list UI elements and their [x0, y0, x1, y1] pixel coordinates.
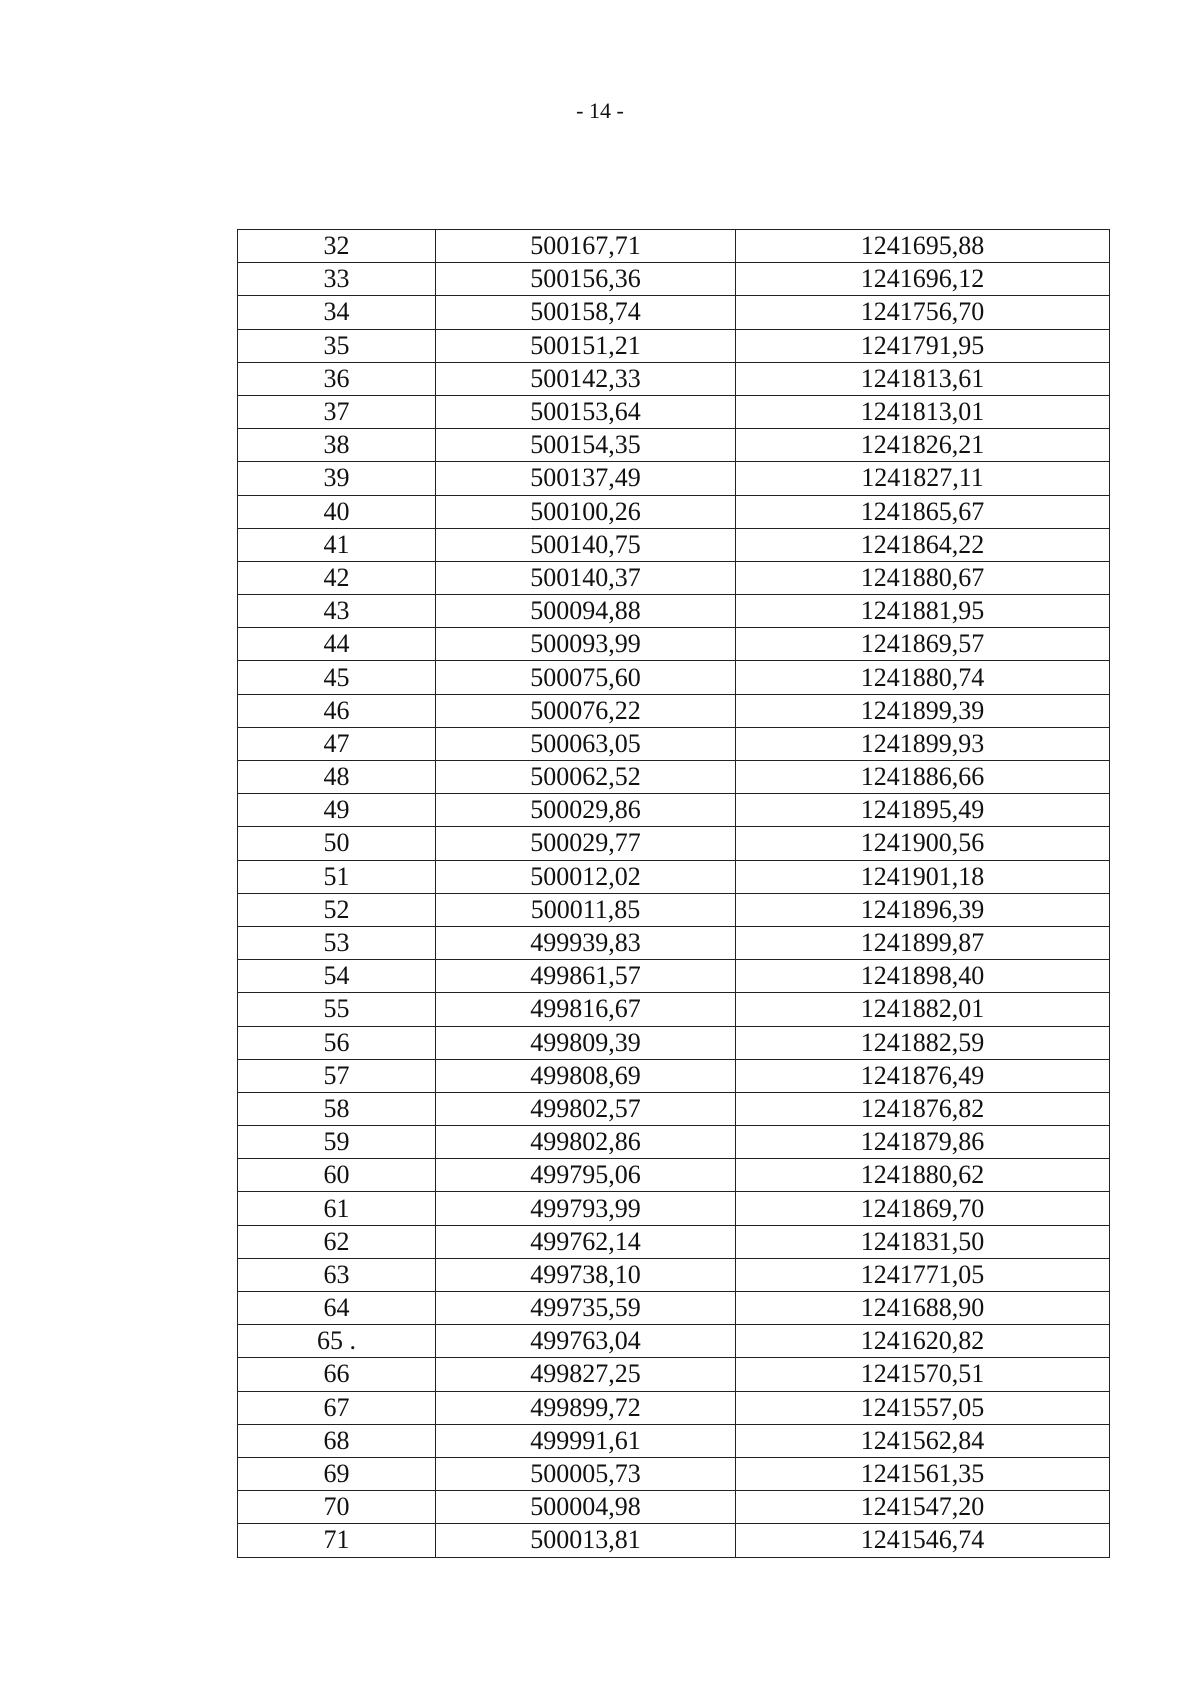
y-coordinate-cell: 1241869,70 [736, 1192, 1110, 1225]
point-number-cell: 58 [238, 1092, 436, 1125]
table-row [238, 628, 1110, 661]
x-coordinate-cell: 500076,22 [436, 694, 736, 727]
y-coordinate-cell: 1241546,74 [736, 1524, 1110, 1557]
y-coordinate-cell: 1241879,86 [736, 1126, 1110, 1159]
table-row [238, 263, 1110, 296]
point-number-cell: 42 [238, 561, 436, 594]
table-row [238, 561, 1110, 594]
y-coordinate-cell: 1241880,74 [736, 661, 1110, 694]
y-coordinate-cell: 1241547,20 [736, 1491, 1110, 1524]
x-coordinate-cell: 500013,81 [436, 1524, 736, 1557]
y-coordinate-cell: 1241562,84 [736, 1424, 1110, 1457]
x-coordinate-cell: 499735,59 [436, 1292, 736, 1325]
point-number-cell: 44 [238, 628, 436, 661]
x-coordinate-cell: 500153,64 [436, 395, 736, 428]
x-coordinate-cell: 500029,86 [436, 794, 736, 827]
point-number-cell: 45 [238, 661, 436, 694]
x-coordinate-cell: 499802,86 [436, 1126, 736, 1159]
x-coordinate-cell: 499738,10 [436, 1258, 736, 1291]
x-coordinate-cell: 499809,39 [436, 1026, 736, 1059]
table-row [238, 362, 1110, 395]
y-coordinate-cell: 1241864,22 [736, 528, 1110, 561]
table-row [238, 1292, 1110, 1325]
table-row [238, 1126, 1110, 1159]
point-number-cell: 52 [238, 893, 436, 926]
y-coordinate-cell: 1241827,11 [736, 462, 1110, 495]
point-number-cell: 49 [238, 794, 436, 827]
table-row [238, 993, 1110, 1026]
x-coordinate-cell: 500156,36 [436, 263, 736, 296]
x-coordinate-cell: 500158,74 [436, 296, 736, 329]
y-coordinate-cell: 1241756,70 [736, 296, 1110, 329]
y-coordinate-cell: 1241876,49 [736, 1059, 1110, 1092]
table-row [238, 1391, 1110, 1424]
x-coordinate-cell: 500142,33 [436, 362, 736, 395]
y-coordinate-cell: 1241865,67 [736, 495, 1110, 528]
x-coordinate-cell: 499861,57 [436, 960, 736, 993]
y-coordinate-cell: 1241771,05 [736, 1258, 1110, 1291]
point-number-cell: 59 [238, 1126, 436, 1159]
coordinates-table-body [238, 230, 1110, 1558]
table-row [238, 860, 1110, 893]
x-coordinate-cell: 499793,99 [436, 1192, 736, 1225]
table-row [238, 661, 1110, 694]
table-row [238, 827, 1110, 860]
table-row [238, 926, 1110, 959]
y-coordinate-cell: 1241900,56 [736, 827, 1110, 860]
point-number-cell: 40 [238, 495, 436, 528]
table-row [238, 1491, 1110, 1524]
y-coordinate-cell: 1241570,51 [736, 1358, 1110, 1391]
y-coordinate-cell: 1241813,01 [736, 395, 1110, 428]
point-number-cell: 67 [238, 1391, 436, 1424]
x-coordinate-cell: 500137,49 [436, 462, 736, 495]
table-row [238, 462, 1110, 495]
y-coordinate-cell: 1241899,39 [736, 694, 1110, 727]
x-coordinate-cell: 499795,06 [436, 1159, 736, 1192]
x-coordinate-cell: 500154,35 [436, 429, 736, 462]
x-coordinate-cell: 500011,85 [436, 893, 736, 926]
point-number-cell: 55 [238, 993, 436, 1026]
y-coordinate-cell: 1241557,05 [736, 1391, 1110, 1424]
table-row [238, 893, 1110, 926]
y-coordinate-cell: 1241620,82 [736, 1325, 1110, 1358]
y-coordinate-cell: 1241826,21 [736, 429, 1110, 462]
table-row [238, 329, 1110, 362]
point-number-cell: 51 [238, 860, 436, 893]
x-coordinate-cell: 500012,02 [436, 860, 736, 893]
table-row [238, 1457, 1110, 1490]
y-coordinate-cell: 1241869,57 [736, 628, 1110, 661]
y-coordinate-cell: 1241882,59 [736, 1026, 1110, 1059]
page-number: - 14 - [576, 98, 624, 123]
y-coordinate-cell: 1241880,67 [736, 561, 1110, 594]
table-row [238, 1026, 1110, 1059]
y-coordinate-cell: 1241895,49 [736, 794, 1110, 827]
point-number-cell: 33 [238, 263, 436, 296]
x-coordinate-cell: 500075,60 [436, 661, 736, 694]
x-coordinate-cell: 499991,61 [436, 1424, 736, 1457]
point-number-cell: 46 [238, 694, 436, 727]
y-coordinate-cell: 1241695,88 [736, 230, 1110, 263]
x-coordinate-cell: 500094,88 [436, 595, 736, 628]
x-coordinate-cell: 500100,26 [436, 495, 736, 528]
point-number-cell: 32 [238, 230, 436, 263]
point-number-cell: 61 [238, 1192, 436, 1225]
x-coordinate-cell: 500029,77 [436, 827, 736, 860]
table-row [238, 1524, 1110, 1557]
y-coordinate-cell: 1241881,95 [736, 595, 1110, 628]
x-coordinate-cell: 499802,57 [436, 1092, 736, 1125]
table-row [238, 395, 1110, 428]
point-number-cell: 50 [238, 827, 436, 860]
x-coordinate-cell: 500167,71 [436, 230, 736, 263]
point-number-cell: 36 [238, 362, 436, 395]
point-number-cell: 41 [238, 528, 436, 561]
x-coordinate-cell: 500062,52 [436, 761, 736, 794]
x-coordinate-cell: 500063,05 [436, 727, 736, 760]
y-coordinate-cell: 1241886,66 [736, 761, 1110, 794]
table-row [238, 528, 1110, 561]
x-coordinate-cell: 500151,21 [436, 329, 736, 362]
table-row [238, 296, 1110, 329]
x-coordinate-cell: 500004,98 [436, 1491, 736, 1524]
table-row [238, 1258, 1110, 1291]
point-number-cell: 64 [238, 1292, 436, 1325]
point-number-cell: 43 [238, 595, 436, 628]
point-number-cell: 70 [238, 1491, 436, 1524]
table-row [238, 960, 1110, 993]
point-number-cell: 63 [238, 1258, 436, 1291]
y-coordinate-cell: 1241791,95 [736, 329, 1110, 362]
point-number-cell: 65 . [238, 1325, 436, 1358]
table-row [238, 761, 1110, 794]
y-coordinate-cell: 1241896,39 [736, 893, 1110, 926]
table-row [238, 1358, 1110, 1391]
x-coordinate-cell: 500140,37 [436, 561, 736, 594]
y-coordinate-cell: 1241901,18 [736, 860, 1110, 893]
table-row [238, 1059, 1110, 1092]
x-coordinate-cell: 500093,99 [436, 628, 736, 661]
y-coordinate-cell: 1241813,61 [736, 362, 1110, 395]
y-coordinate-cell: 1241899,87 [736, 926, 1110, 959]
table-row [238, 230, 1110, 263]
point-number-cell: 35 [238, 329, 436, 362]
table-row [238, 1424, 1110, 1457]
point-number-cell: 37 [238, 395, 436, 428]
x-coordinate-cell: 499899,72 [436, 1391, 736, 1424]
point-number-cell: 54 [238, 960, 436, 993]
x-coordinate-cell: 499816,67 [436, 993, 736, 1026]
point-number-cell: 57 [238, 1059, 436, 1092]
table-row [238, 1092, 1110, 1125]
x-coordinate-cell: 499939,83 [436, 926, 736, 959]
point-number-cell: 56 [238, 1026, 436, 1059]
x-coordinate-cell: 499827,25 [436, 1358, 736, 1391]
coordinates-table [237, 229, 1110, 1558]
point-number-cell: 66 [238, 1358, 436, 1391]
y-coordinate-cell: 1241899,93 [736, 727, 1110, 760]
table-row [238, 429, 1110, 462]
x-coordinate-cell: 500140,75 [436, 528, 736, 561]
point-number-cell: 60 [238, 1159, 436, 1192]
point-number-cell: 34 [238, 296, 436, 329]
table-row [238, 694, 1110, 727]
point-number-cell: 38 [238, 429, 436, 462]
y-coordinate-cell: 1241898,40 [736, 960, 1110, 993]
table-row [238, 1225, 1110, 1258]
table-row [238, 595, 1110, 628]
y-coordinate-cell: 1241561,35 [736, 1457, 1110, 1490]
table-row [238, 794, 1110, 827]
point-number-cell: 68 [238, 1424, 436, 1457]
y-coordinate-cell: 1241882,01 [736, 993, 1110, 1026]
point-number-cell: 53 [238, 926, 436, 959]
x-coordinate-cell: 499762,14 [436, 1225, 736, 1258]
y-coordinate-cell: 1241876,82 [736, 1092, 1110, 1125]
point-number-cell: 62 [238, 1225, 436, 1258]
point-number-cell: 69 [238, 1457, 436, 1490]
point-number-cell: 71 [238, 1524, 436, 1557]
point-number-cell: 39 [238, 462, 436, 495]
y-coordinate-cell: 1241688,90 [736, 1292, 1110, 1325]
x-coordinate-cell: 500005,73 [436, 1457, 736, 1490]
x-coordinate-cell: 499763,04 [436, 1325, 736, 1358]
table-row [238, 495, 1110, 528]
table-row [238, 1325, 1110, 1358]
x-coordinate-cell: 499808,69 [436, 1059, 736, 1092]
table-row [238, 1192, 1110, 1225]
point-number-cell: 47 [238, 727, 436, 760]
point-number-cell: 48 [238, 761, 436, 794]
y-coordinate-cell: 1241831,50 [736, 1225, 1110, 1258]
table-row [238, 1159, 1110, 1192]
y-coordinate-cell: 1241696,12 [736, 263, 1110, 296]
y-coordinate-cell: 1241880,62 [736, 1159, 1110, 1192]
table-row [238, 727, 1110, 760]
